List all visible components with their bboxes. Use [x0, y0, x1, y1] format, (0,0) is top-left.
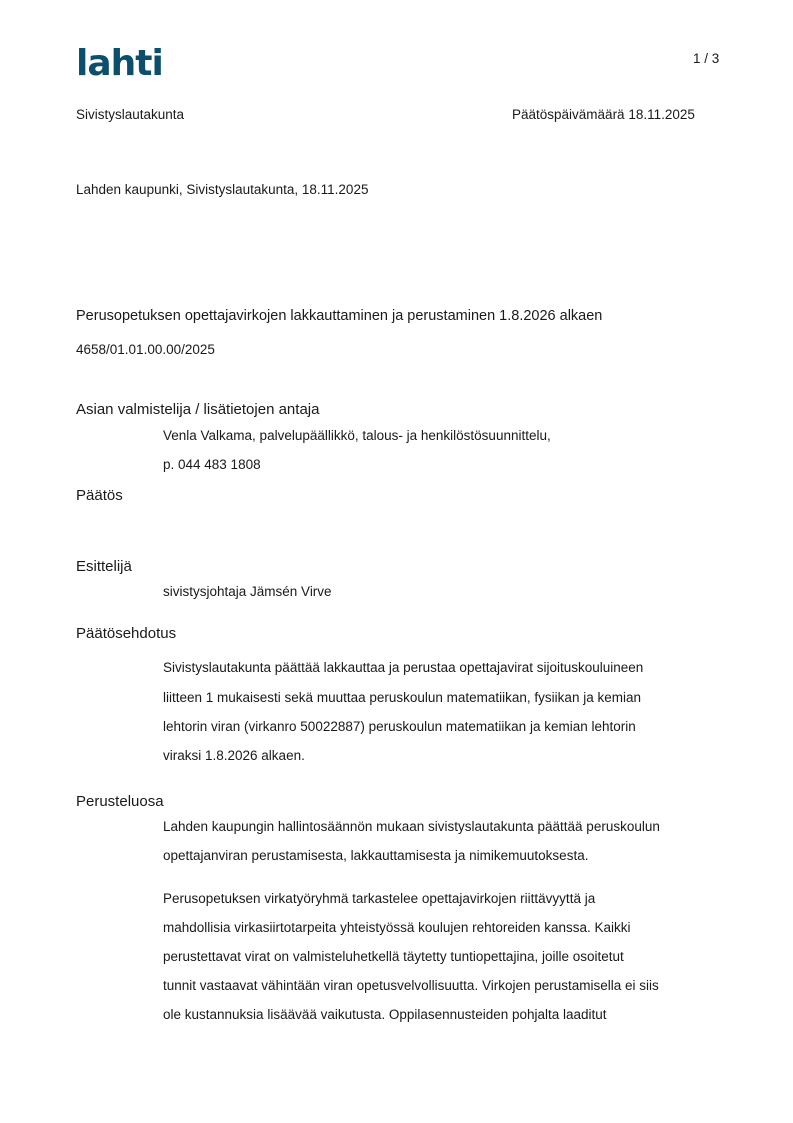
- rationale-line: tunnit vastaavat vähintään viran opetusvelvollisuutta. Virkojen perustamisella ei siis: [163, 978, 659, 993]
- page-number: 1 / 3: [693, 51, 720, 66]
- decision-date: Päätöspäivämäärä 18.11.2025: [512, 107, 695, 122]
- rationale-heading: Perusteluosa: [76, 793, 164, 810]
- case-number: 4658/01.01.00.00/2025: [76, 342, 215, 357]
- rationale-line: ole kustannuksia lisäävää vaikutusta. Oppilasennusteiden pohjalta laaditut: [163, 1007, 607, 1022]
- meta-line: Lahden kaupunki, Sivistyslautakunta, 18.11.2025: [76, 182, 369, 197]
- presenter-name: sivistysjohtaja Jämsén Virve: [163, 584, 332, 599]
- proposal-line: liitteen 1 mukaisesti sekä muuttaa peruskoulun matematiikan, fysiikan ja kemian: [163, 690, 641, 705]
- presenter-heading: Esittelijä: [76, 558, 132, 575]
- proposal-line: Sivistyslautakunta päättää lakkauttaa ja perustaa opettajavirat sijoituskouluineen: [163, 660, 644, 675]
- decision-heading: Päätös: [76, 487, 123, 504]
- lahti-logo: lahti: [76, 43, 163, 84]
- rationale-line: opettajanviran perustamisesta, lakkauttamisesta ja nimikemuutoksesta.: [163, 848, 589, 863]
- rationale-line: Lahden kaupungin hallintosäännön mukaan sivistyslautakunta päättää peruskoulun: [163, 819, 660, 834]
- preparer-heading: Asian valmistelija / lisätietojen antaja: [76, 401, 320, 418]
- rationale-line: Perusopetuksen virkatyöryhmä tarkastelee opettajavirkojen riittävyyttä ja: [163, 891, 596, 906]
- document-title: Perusopetuksen opettajavirkojen lakkauttaminen ja perustaminen 1.8.2026 alkaen: [76, 308, 603, 324]
- proposal-heading: Päätösehdotus: [76, 625, 177, 642]
- preparer-phone: p. 044 483 1808: [163, 457, 261, 472]
- proposal-line: lehtorin viran (virkanro 50022887) peruskoulun matematiikan ja kemian lehtorin: [163, 719, 636, 734]
- rationale-line: mahdollisia virkasiirtotarpeita yhteistyössä koulujen rehtoreiden kanssa. Kaikki: [163, 920, 631, 935]
- rationale-line: perustettavat virat on valmisteluhetkellä täytetty tuntiopettajina, joille osoitetut: [163, 949, 624, 964]
- preparer-line: Venla Valkama, palvelupäällikkö, talous- ja henkilöstösuunnittelu,: [163, 428, 551, 443]
- proposal-line: viraksi 1.8.2026 alkaen.: [163, 748, 305, 763]
- organ-name: Sivistyslautakunta: [76, 107, 185, 122]
